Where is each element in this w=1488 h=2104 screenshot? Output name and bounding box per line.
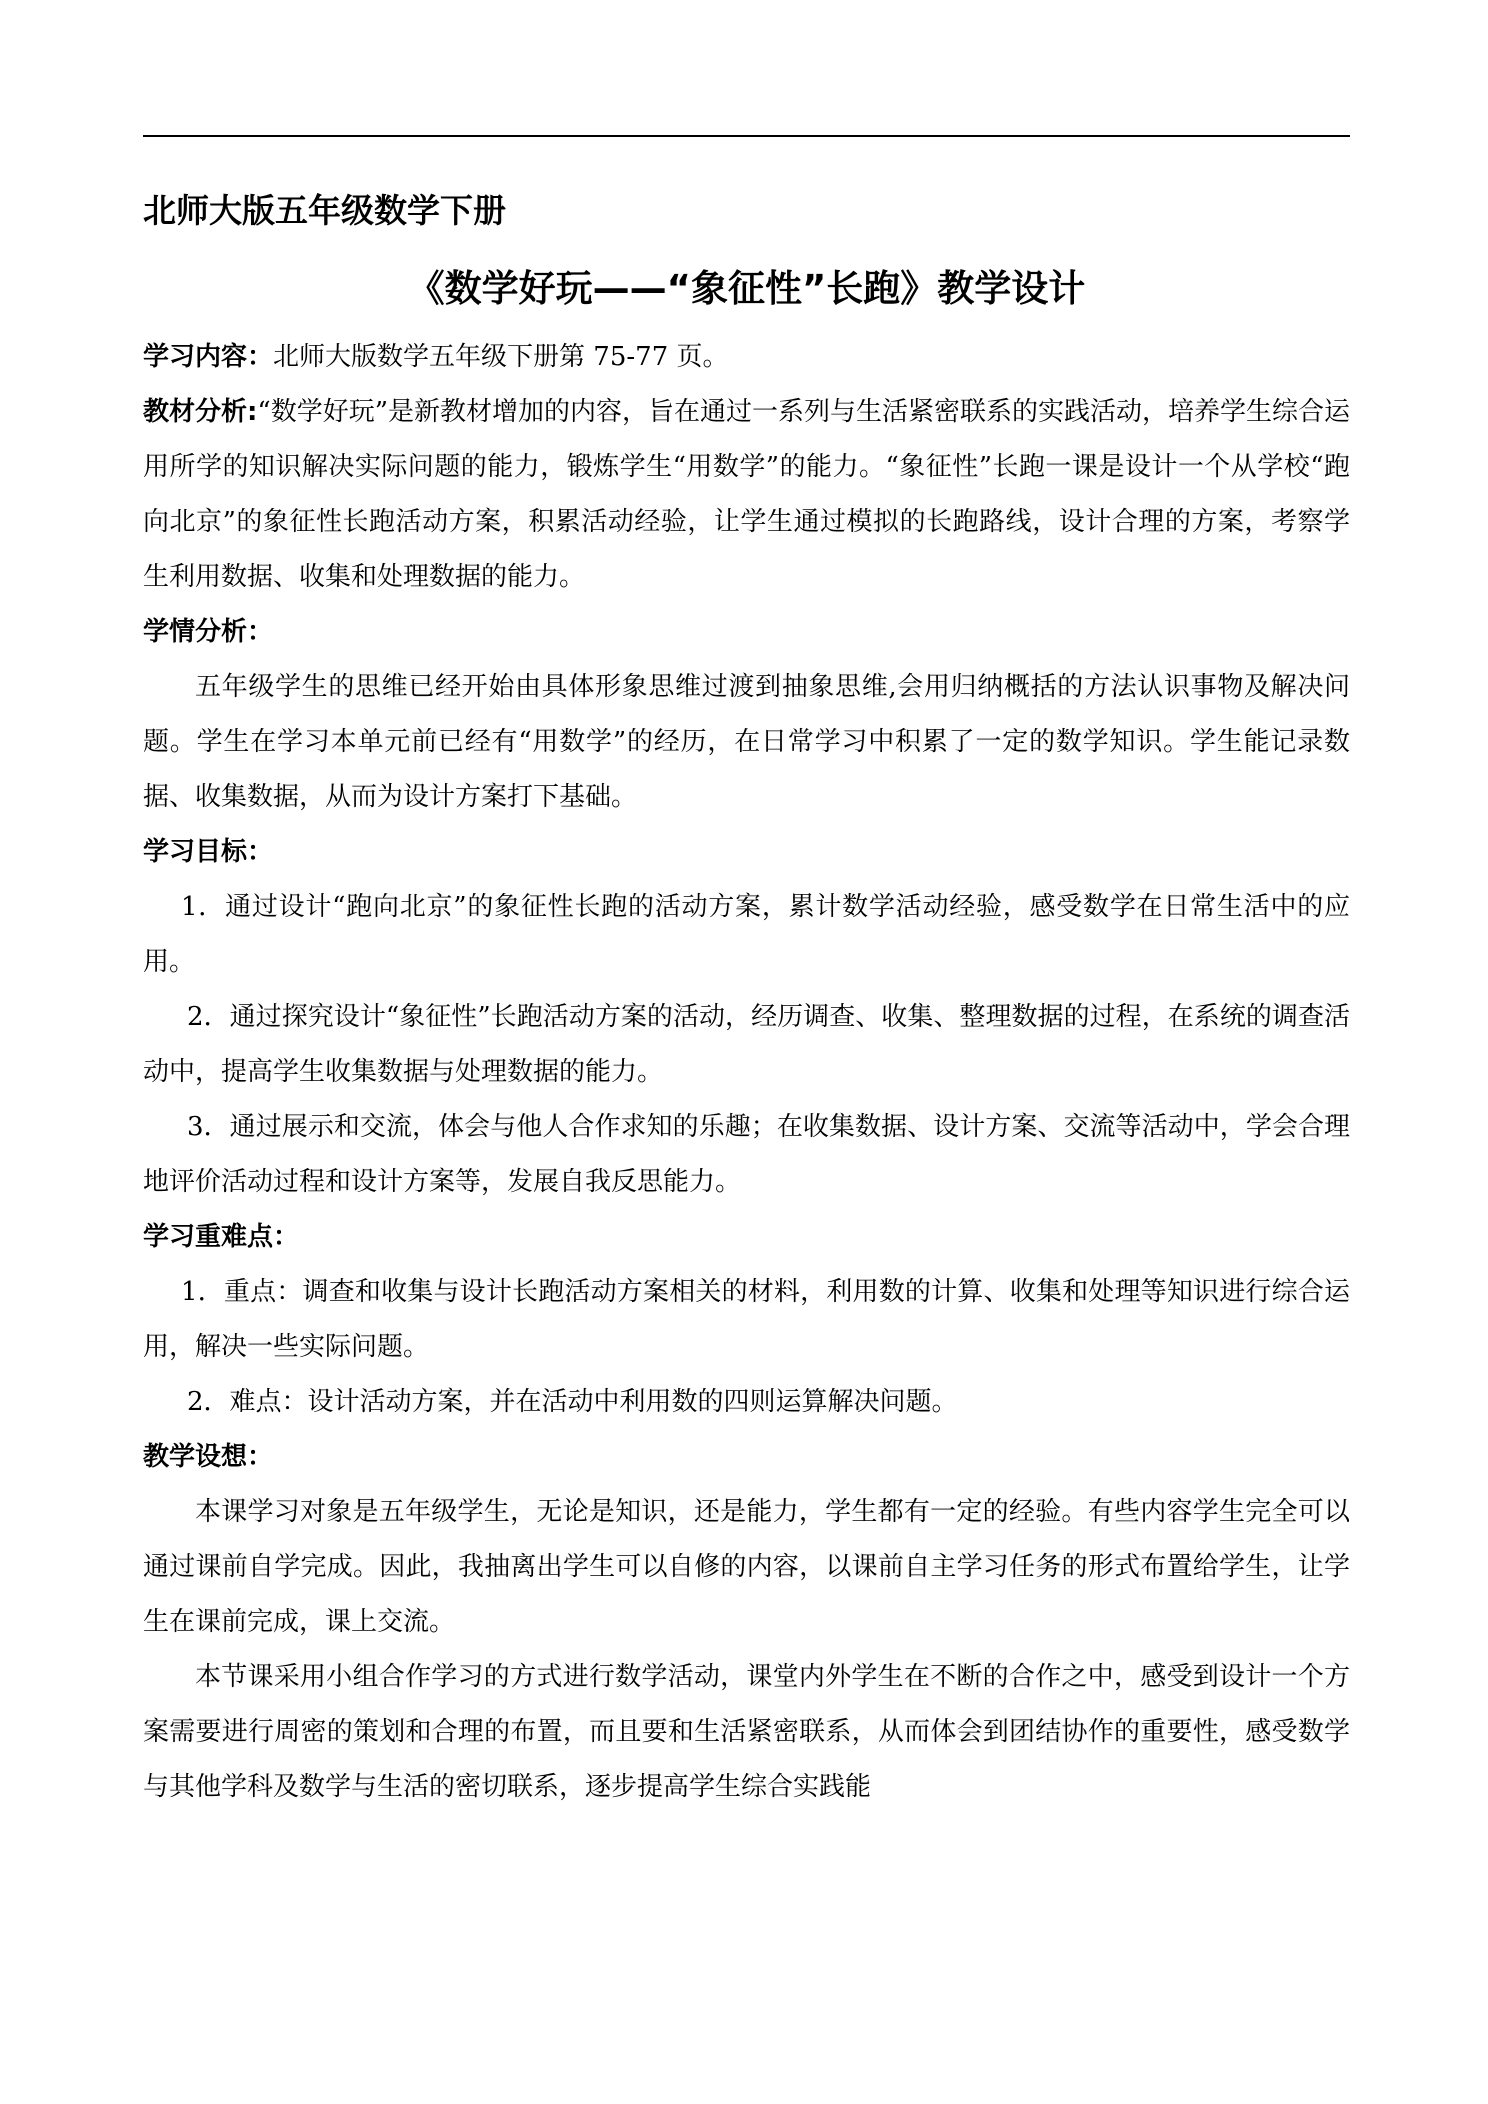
header-rule: [143, 135, 1350, 137]
learning-goal-item: 3．通过展示和交流，体会与他人合作求知的乐趣；在收集数据、设计方案、交流等活动中，学会合理地评价活动过程和设计方案等，发展自我反思能力。: [143, 1112, 1350, 1197]
learner-analysis-text: 五年级学生的思维已经开始由具体形象思维过渡到抽象思维,会用归纳概括的方法认识事物及解决问题。学生在学习本单元前已经有“用数学”的经历，在日常学习中积累了一定的数学知识。学生能记录数据、收集数据，从而为设计方案打下基础。: [143, 672, 1350, 812]
key-point-item: 1．重点：调查和收集与设计长跑活动方案相关的材料，利用数的计算、收集和处理等知识进行综合运用，解决一些实际问题。: [143, 1277, 1350, 1362]
learning-goals-heading: 学习目标：: [143, 837, 274, 867]
learning-content-label: 学习内容：: [143, 342, 274, 372]
teaching-design-paragraph: 本课学习对象是五年级学生，无论是知识，还是能力，学生都有一定的经验。有些内容学生完全可以通过课前自学完成。因此，我抽离出学生可以自修的内容，以课前自主学习任务的形式布置给学生，让学生在课前完成，课上交流。: [143, 1497, 1350, 1637]
document-body: [143, 188, 1350, 1815]
teaching-design-paragraph: 本节课采用小组合作学习的方式进行数学活动，课堂内外学生在不断的合作之中，感受到设计一个方案需要进行周密的策划和合理的布置，而且要和生活紧密联系，从而体会到团结协作的重要性，感受数学与其他学科及数学与生活的密切联系，逐步提高学生综合实践能: [143, 1662, 1350, 1802]
key-points-heading: 学习重难点：: [143, 1222, 300, 1252]
learner-analysis-heading: 学情分析：: [143, 617, 274, 647]
teaching-design-heading: 教学设想：: [143, 1442, 274, 1472]
textbook-analysis-label: 教材分析:: [143, 397, 258, 427]
learning-content-text: 北师大版数学五年级下册第 75-77 页。: [273, 342, 729, 372]
learning-goal-item: 1．通过设计“跑向北京”的象征性长跑的活动方案，累计数学活动经验，感受数学在日常生活中的应用。: [143, 892, 1350, 977]
learning-content: [143, 330, 1350, 385]
learning-goal-item: 2．通过探究设计“象征性”长跑活动方案的活动，经历调查、收集、整理数据的过程，在系统的调查活动中，提高学生收集数据与处理数据的能力。: [143, 1002, 1350, 1087]
textbook-analysis-text: “数学好玩”是新教材增加的内容，旨在通过一系列与生活紧密联系的实践活动，培养学生综合运用所学的知识解决实际问题的能力，锻炼学生“用数学”的能力。“象征性”长跑一课是设计一个从学校“跑向北京”的象征性长跑活动方案，积累活动经验，让学生通过模拟的长跑路线，设计合理的方案，考察学生利用数据、收集和处理数据的能力。: [143, 397, 1350, 592]
document-title: 《数学好玩——“象征性”长跑》教学设计: [407, 267, 1086, 310]
document-subtitle: 北师大版五年级数学下册: [143, 191, 506, 230]
textbook-analysis: [143, 385, 1350, 605]
key-point-item: 2．难点：设计活动方案，并在活动中利用数的四则运算解决问题。: [187, 1387, 958, 1417]
